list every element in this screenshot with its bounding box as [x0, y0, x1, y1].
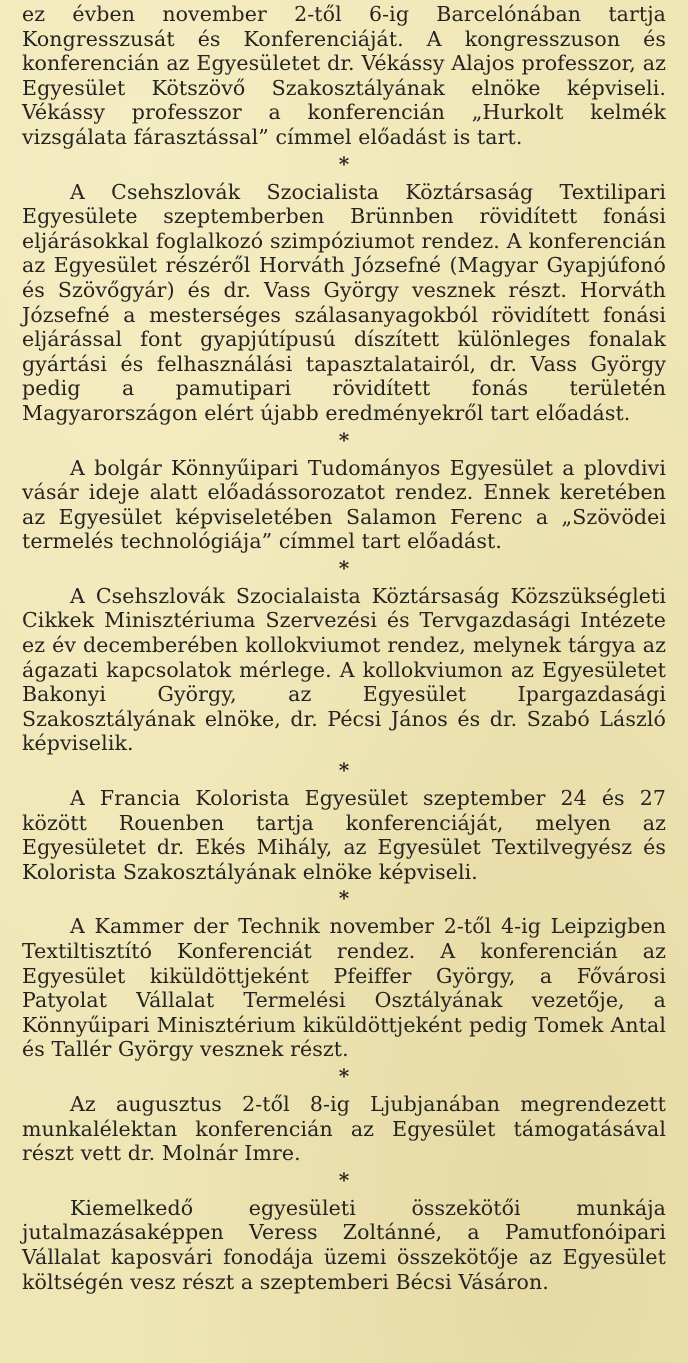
paragraph-leipzig-conference: A Kammer der Technik november 2-től 4-ig Leipzigben Textiltisztító Konferenciát rendez. A konferencián az Egyesület kiküldöttjeként Pfeiffer György, a Fővárosi Patyolat Vállalat Termelési Osztályának vezetője, a Könnyűipari Minisztérium kiküldöttjeként pedig Tomek Antal és Tallér György vesznek részt.	[22, 914, 666, 1062]
paragraph-brunn-symposium: A Csehszlovák Szocialista Köztársaság Textilipari Egyesülete szeptemberben Brünnben rövidített fonási eljárásokkal foglalkozó szimpóziumot rendez. A konferencián az Egyesület részéről Horváth Józsefné (Magyar Gyapjúfonó és Szövőgyár) és dr. Vass György vesznek részt. Horváth Józsefné a mesterséges szálasanyagokból rövidített fonási eljárással font gyapjútípusú díszített különleges fonalak gyártási és felhasználási tapasztalatairól, dr. Vass György pedig a pamutipari rövidített fonás területén Magyarországon elért újabb eredményekről tart előadást.	[22, 179, 666, 425]
paragraph-plovdiv-lectures: A bolgár Könnyűipari Tudományos Egyesület a plovdivi vásár ideje alatt előadássorozatot rendez. Ennek keretében az Egyesület képviseletében Salamon Ferenc a „Szövödei termelés technológiája” címmel tart előadást.	[22, 455, 666, 554]
asterisk-separator: *	[338, 1167, 350, 1192]
asterisk-separator: *	[338, 1063, 350, 1088]
paragraph-rouen-conference: A Francia Kolorista Egyesület szeptember 24 és 27 között Rouenben tartja konferenciáját, melyen az Egyesületet dr. Ekés Mihály, az Egyesület Textilvegyész és Kolorista Szakosztályának elnöke képviseli.	[22, 786, 666, 884]
asterisk-separator: *	[338, 555, 350, 580]
asterisk-separator: *	[338, 758, 350, 783]
asterisk-separator: *	[338, 427, 350, 452]
paragraph-colloquium: A Csehszlovák Szocialaista Köztársaság Közszükségleti Cikkek Minisztériuma Szervezési és Tervgazdasági Intézete ez év decemberében kollokviumot rendez, melynek tárgya az ágazati kapcsolatok mérlege. A kollokviumon az Egyesületet Bakonyi György, az Egyesület Ipargazdasági Szakosztályának elnöke, dr. Pécsi János és dr. Szabó László képviselik.	[22, 583, 666, 756]
asterisk-separator: *	[338, 886, 350, 911]
paragraph-ljubljana-conference: Az augusztus 2-től 8-ig Ljubjanában megrendezett munkalélektan konferencián az Egyesület támogatásával részt vett dr. Molnár Imre.	[22, 1091, 666, 1166]
asterisk-separator: *	[338, 151, 350, 176]
paragraph-vienna-fair: Kiemelkedő egyesületi összekötői munkája jutalmazásaképpen Veress Zoltánné, a Pamutfonóipari Vállalat kaposvári fonodája üzemi összekötője az Egyesület költségén vesz részt a szeptemberi Bécsi Vásáron.	[22, 1195, 666, 1294]
paragraph-barcelona: ez évben november 2-től 6-ig Barcelónában tartja Kongresszusát és Konferenciáját. A kongresszuson és konferencián az Egyesületet dr. Vékássy Alajos professzor, az Egyesület Kötszövő Szakosztályának elnöke képviseli. Vékássy professzor a konferencián „Hurkolt kelmék vizsgálata fárasztással” címmel előadást is tart.	[22, 2, 666, 149]
